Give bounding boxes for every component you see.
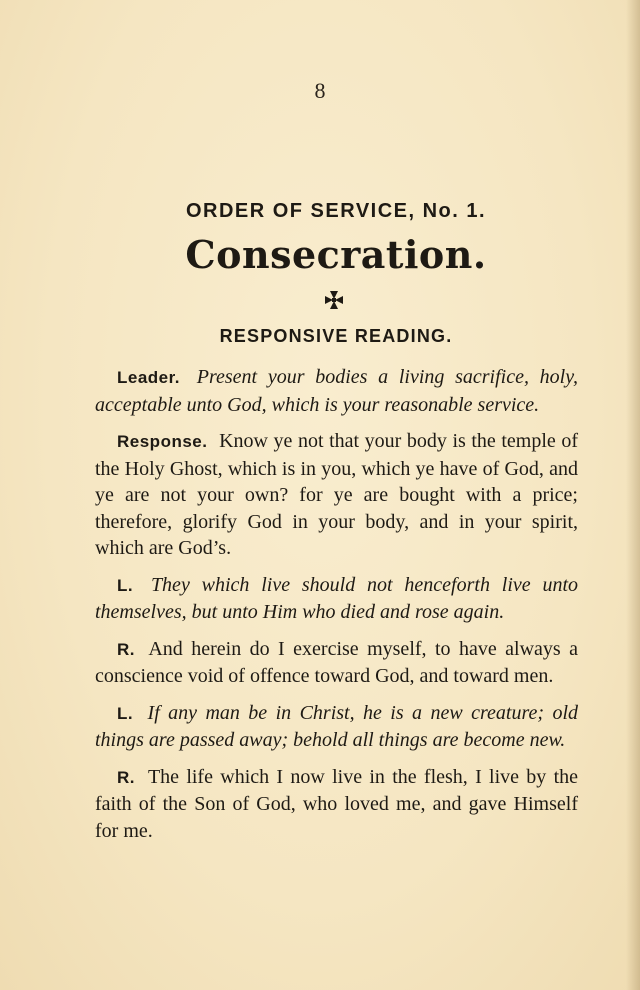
order-of-service-title: ORDER OF SERVICE, No. 1.	[185, 200, 487, 222]
page-number: 8	[314, 78, 326, 103]
speaker-label: R.	[117, 767, 135, 787]
reading-paragraph	[95, 572, 578, 626]
speaker-label: R.	[117, 639, 135, 659]
reading-paragraph	[95, 764, 578, 845]
reading-text: If any man be in Christ, he is a new creature; old things are passed away; behold all things are become new.	[95, 701, 578, 751]
speaker-label: L.	[117, 575, 134, 595]
reading-paragraph	[95, 636, 578, 690]
reading-paragraph	[95, 700, 578, 754]
reading-text: The life which I now live in the flesh, I live by the faith of the Son of God, who loved me, and gave Himself for me.	[95, 765, 579, 842]
speaker-label: Leader.	[117, 368, 181, 387]
speaker-label: Response.	[117, 432, 208, 451]
responsive-reading	[95, 364, 578, 854]
reading-paragraph	[95, 364, 578, 418]
reading-text: Present your bodies a living sacrifice, holy, acceptable unto God, which is your reasonable service.	[95, 366, 578, 416]
reading-paragraph	[95, 428, 578, 562]
maltese-cross-icon	[322, 288, 346, 312]
reading-text: And herein do I exercise myself, to have always a conscience void of offence toward God, and toward men.	[95, 637, 578, 687]
reading-text: They which live should not henceforth live unto themselves, but unto Him who died and rose again.	[95, 573, 579, 623]
speaker-label: L.	[117, 703, 134, 723]
reading-text: Know ye not that your body is the temple of the Holy Ghost, which is in you, which ye have of God, and ye are not your own? for ye are bought with a price; therefore, glorify God in your body, and in your spirit, which are God’s.	[95, 430, 579, 559]
section-heading: RESPONSIVE READING.	[219, 326, 453, 346]
page-title: Consecration.	[185, 232, 487, 277]
page-edge-shadow	[626, 0, 640, 990]
